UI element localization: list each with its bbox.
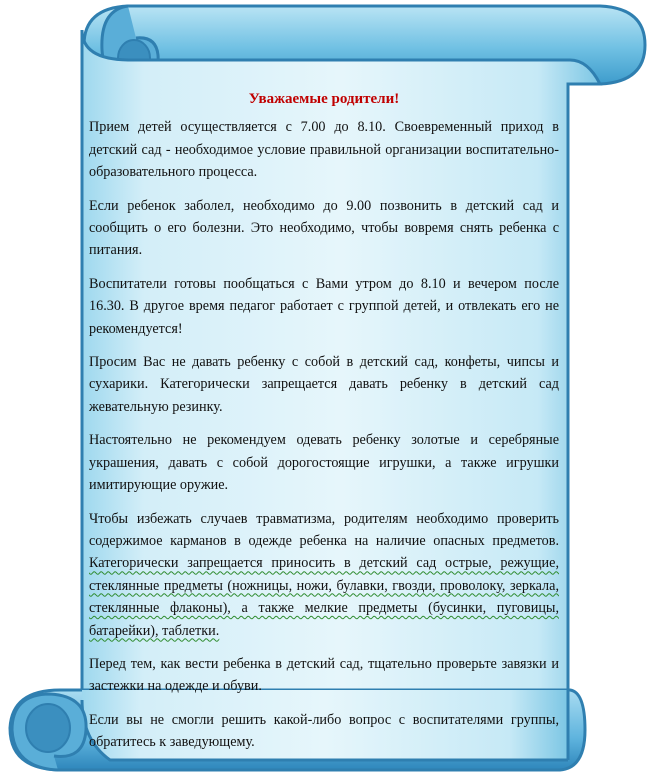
safety-warning: Категорически запрещается приносить в детский сад острые, режущие, стеклянные предметы (ножницы, ножи, булавки, гвозди, проволоку, зеркала, стеклянные флаконы), а также мелкие предметы (бусинки, пуговицы, батарейки), таблетки.	[89, 555, 559, 639]
notice-title: Уважаемые родители!	[248, 91, 400, 107]
paragraph-safety	[89, 508, 559, 642]
paragraph-illness: Если ребенок заболел, необходимо до 9.00 позвонить в детский сад и сообщить о его болезни. Это необходимо, чтобы вовремя снять ребенка с питания.	[89, 197, 559, 259]
notice-content	[89, 88, 559, 765]
safety-text: Чтобы избежать случаев травматизма, родителям необходимо проверить содержимое карманов в одежде ребенка на наличие опасных предметов.	[89, 510, 559, 549]
paragraph-clothing: Перед тем, как вести ребенка в детский сад, тщательно проверьте завязки и застежки на одежде и обуви.	[89, 655, 559, 695]
paragraph-snacks: Просим Вас не давать ребенку с собой в детский сад, конфеты, чипсы и сухарики. Категорически запрещается давать ребенку в детский сад жевательную резинку.	[89, 354, 559, 415]
paragraph-teachers: Воспитатели готовы пообщаться с Вами утром до 8.10 и вечером после 16.30. В другое время педагог работает с группой детей, и отвлекать его не рекомендуется!	[89, 275, 559, 337]
paragraph-jewelry: Настоятельно не рекомендуем одевать ребенку золотые и серебряные украшения, давать с собой дорогостоящие игрушки, а также игрушки имитирующие оружие.	[89, 432, 559, 494]
paragraph-questions: Если вы не смогли решить какой-либо вопрос с воспитателями группы, обратитесь к заведующему.	[89, 711, 559, 751]
paragraph-hours: Прием детей осуществляется с 7.00 до 8.10. Своевременный приход в детский сад - необходимое условие правильной организации воспитательно-образовательного процесса.	[89, 119, 559, 181]
